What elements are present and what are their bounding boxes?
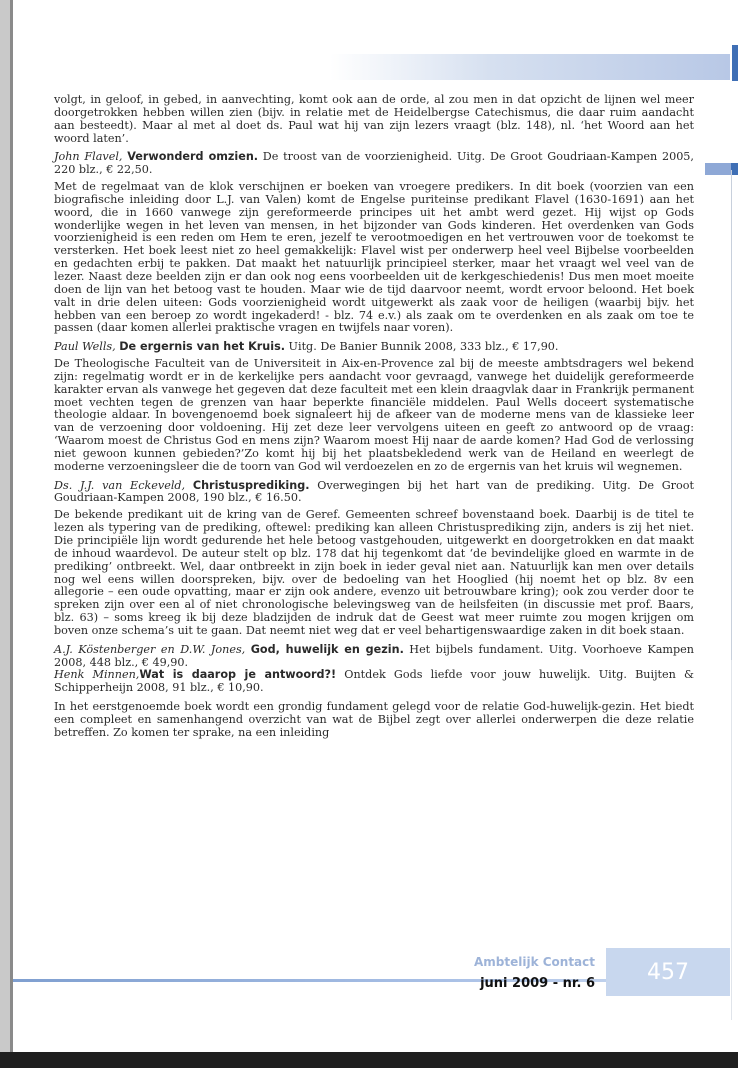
page-number: 457: [647, 959, 689, 985]
review-author: A.J. Köstenberger en D.W. Jones,: [54, 642, 246, 656]
paragraph-flavel: Met de regelmaat van de klok verschijnen er boeken van vroegere predikers. In dit boek (voorzien van een biografische inleiding door L.J. van Valen) komt de Engelse puriteinse predikant Flavel (1630-1691) aan het woord, die in 1660 vanwege zijn gereformeerde principes uit het ambt werd gezet. Hij wijst op Gods wonderlijke wegen in het leven van mensen, in het bijzonder van Gods kinderen. Het overdenken van Gods voorzienigheid is een reden om Hem te eren, jezelf te verootmoedigen en het vertrouwen voor de toekomst te versterken. Het boek leest niet zo heel gemakkelijk: Flavel wist per onderwerp heel veel Bijbelse voorbeelden en gedachten erbij te pakken. Dat maakt het natuurlijk principieel sterker, maar het vraagt wel veel van de lezer. Naast deze beelden zijn er dan ook nog eens voorbeelden uit de kerkgeschiedenis! Dus men moet moeite doen de lijn van het betoog vast te houden. Maar wie de tijd daarvoor neemt, wordt ervoor beloond. Het boek valt in drie delen uiteen: Gods voorzienigheid wordt uitgewerkt als zaak voor de heiligen (waarbij bijv. het hebben van een beroep zo wordt ingekaderd! - blz. 74 e.v.) als zaak om te overdenken en als zaak om toe te passen (daar komen allerlei praktische vragen en twijfels naar voren).: [54, 180, 694, 335]
review-heading-eckeveld: [54, 480, 694, 506]
left-binding-edge: [0, 0, 10, 1068]
review-details: Ontdek Gods liefde voor jouw huwelijk. Uitg. Buijten & Schipperheijn 2008, 91 blz., € 10,90.: [54, 668, 694, 695]
review-author: Paul Wells,: [54, 340, 116, 354]
edge-tab-marker-dark: [731, 163, 738, 175]
review-details: Het bijbels fundament. Uitg. Voorhoeve Kampen 2008, 448 blz., € 49,90.: [54, 642, 694, 669]
paragraph-kostenberger: In het eerstgenoemde boek wordt een grondig fundament gelegd voor de relatie God-huwelijk-gezin. Het biedt een compleet en samenhangend overzicht van wat de Bijbel zegt over allerlei onderwerpen die deze relatie betreffen. Zo komen ter sprake, na een inleiding: [54, 700, 694, 739]
review-heading-wells: [54, 341, 694, 354]
header-color-band: [330, 54, 730, 80]
review-heading-flavel: [54, 151, 694, 177]
magazine-title: Ambtelijk Contact: [473, 955, 595, 969]
review-author: Ds. J.J. van Eckeveld,: [54, 478, 186, 492]
review-book-title: Christusprediking.: [192, 478, 310, 492]
right-margin-line: [731, 170, 732, 660]
review-author: Henk Minnen,: [54, 668, 140, 682]
paragraph-wells: De Theologische Faculteit van de Universiteit in Aix-en-Provence zal bij de meeste ambtsdragers wel bekend zijn: regelmatig wordt er in de kerkelijke pers aandacht voor gevraagd, vanwege het duidelijk gereformeerde karakter ervan als vanwege het gegeven dat deze faculteit met een klein draagvlak daar in Frankrijk permanent moet vechten tegen de grenzen van haar beperkte financiële middelen. Paul Wells doceert systematische theologie aldaar. In bovengenoemd boek signaleert hij de afkeer van de moderne mens van de klassieke leer van de verzoening door voldoening. Hij zet deze leer vervolgens uiteen en geeft zo antwoord op de vraag: ‘Waarom moest de Christus God en mens zijn? Waarom moest Hij naar de aarde komen? Had God de verlossing niet gewoon kunnen gebieden?’Zo komt hij bij het plaatsbekledend werk van de Heiland en weerlegt de moderne verzoeningsleer die de toorn van God wil verdoezelen en zo de ergernis van het kruis wil wegnemen.: [54, 357, 694, 473]
review-book-title: God, huwelijk en gezin.: [250, 642, 404, 656]
page-number-box: [606, 948, 730, 996]
scan-bottom-edge: [0, 1052, 738, 1068]
review-heading-kostenberger: [54, 644, 694, 670]
review-heading-minnen: [54, 669, 694, 695]
issue-label: juni 2009 - nr. 6: [480, 976, 595, 991]
right-margin-line-lower: [731, 660, 732, 1020]
paragraph-eckeveld: De bekende predikant uit de kring van de Geref. Gemeenten schreef bovenstaand boek. Daarbij is de titel te lezen als typering van de prediking, oftewel: prediking kan alleen Christusprediking zijn, anders is zij het niet. Die principiële lijn wordt gedurende het hele betoog vastgehouden, uitgewerkt en doorgetrokken en dat maakt de inhoud waardevol. De auteur stelt op blz. 178 dat hij tegenkomt dat ‘de bevindelijke gloed en warmte in de prediking’ ontbreekt. Wel, daar ontbreekt in zijn boek in ieder geval niet aan. Natuurlijk kan men over details nog wel eens willen doorspreken, bijv. over de bedoeling van het Hooglied (hij noemt het op blz. 8v een allegorie – een oude opvatting, maar er zijn ook andere, evenzo uit betrouwbare kring); ook zou verder door te spreken zijn over een al of niet chronologische belevingsweg van de heilsfeiten (in discussie met prof. Baars, blz. 63) – soms kreeg ik bij deze bladzijden de indruk dat de Geest wat meer ruimte zou mogen krijgen om boven onze schema’s uit te gaan. Dat neemt niet weg dat er veel behartigenswaardige zaken in dit boek staan.: [54, 508, 694, 637]
article-body: [54, 94, 694, 744]
review-details: Uitg. De Banier Bunnik 2008, 333 blz., € 17,90.: [285, 340, 559, 354]
review-book-title: De ergernis van het Kruis.: [119, 340, 285, 354]
review-book-title: Verwonderd omzien.: [127, 150, 259, 164]
left-binding-shadow: [10, 0, 13, 1068]
paragraph-intro: volgt, in geloof, in gebed, in aanvechting, komt ook aan de orde, al zou men in dat opzicht de lijnen wel meer doorgetrokken hebben willen zien (bijv. in relatie met de Heidelbergse Catechismus, die daar ruim aandacht aan besteedt). Maar al met al doet ds. Paul wat hij van zijn lezers vraagt (blz. 148), nl. ‘het Woord aan het woord laten’.: [54, 93, 694, 145]
review-book-title: Wat is daarop je antwoord?!: [139, 668, 337, 682]
review-details: Overwegingen bij het hart van de prediking. Uitg. De Groot Goudriaan-Kampen 2008, 190 blz., € 16.50.: [54, 478, 694, 505]
edge-tab-marker: [705, 163, 731, 175]
review-details: De troost van de voorzienigheid. Uitg. De Groot Goudriaan-Kampen 2005, 220 blz., € 22,50.: [54, 150, 694, 177]
review-author: John Flavel,: [54, 150, 123, 164]
edge-tab-top: [732, 45, 738, 81]
